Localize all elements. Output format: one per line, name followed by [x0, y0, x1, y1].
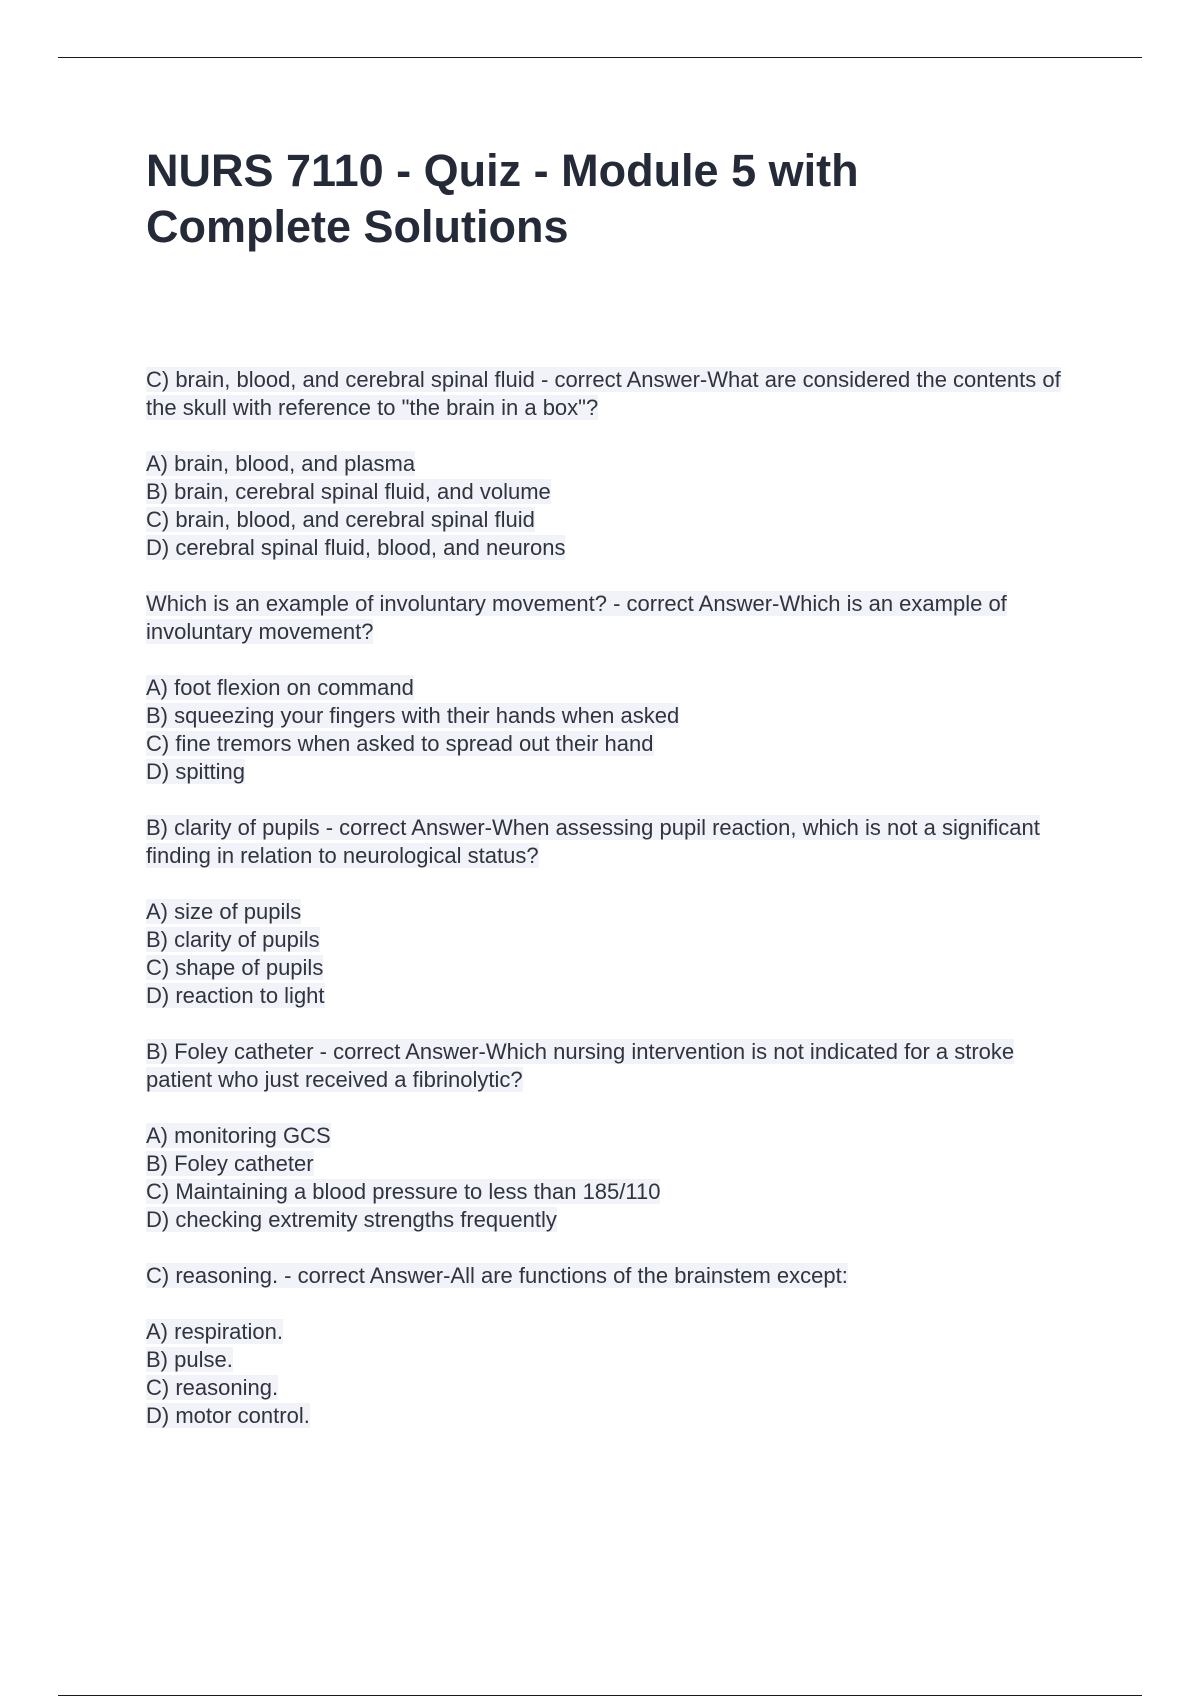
option-c: C) reasoning.	[146, 1375, 279, 1400]
option-d: D) checking extremity strengths frequently	[146, 1207, 557, 1232]
question-header	[146, 814, 1076, 870]
bottom-divider	[58, 1695, 1142, 1696]
question-text: C) brain, blood, and cerebral spinal fluid - correct Answer-What are considered the contents of the skull with reference to "the brain in a box"?	[146, 367, 1061, 420]
option-list	[146, 1318, 1076, 1430]
option-b: B) Foley catheter	[146, 1151, 314, 1176]
option-b: B) squeezing your fingers with their hands when asked	[146, 703, 680, 728]
option-a: A) monitoring GCS	[146, 1123, 331, 1148]
question-block-4	[146, 1038, 1076, 1234]
question-block-1	[146, 366, 1076, 562]
top-divider	[58, 57, 1142, 58]
option-c: C) shape of pupils	[146, 955, 324, 980]
option-c: C) brain, blood, and cerebral spinal fluid	[146, 507, 535, 532]
option-a: A) brain, blood, and plasma	[146, 451, 416, 476]
question-text: C) reasoning. - correct Answer-All are functions of the brainstem except:	[146, 1263, 848, 1288]
option-d: D) cerebral spinal fluid, blood, and neurons	[146, 535, 566, 560]
option-list	[146, 450, 1076, 562]
question-block-5	[146, 1262, 1076, 1430]
option-a: A) size of pupils	[146, 899, 302, 924]
question-block-2	[146, 590, 1076, 786]
option-list	[146, 674, 1076, 786]
question-block-3	[146, 814, 1076, 1010]
option-b: B) clarity of pupils	[146, 927, 320, 952]
option-b: B) brain, cerebral spinal fluid, and volume	[146, 479, 551, 504]
option-d: D) reaction to light	[146, 983, 325, 1008]
option-b: B) pulse.	[146, 1347, 233, 1372]
option-c: C) fine tremors when asked to spread out their hand	[146, 731, 654, 756]
option-d: D) motor control.	[146, 1403, 310, 1428]
option-c: C) Maintaining a blood pressure to less than 185/110	[146, 1179, 661, 1204]
quiz-content	[146, 366, 1076, 1458]
page-title: NURS 7110 - Quiz - Module 5 with Complete Solutions	[146, 145, 859, 252]
option-a: A) foot flexion on command	[146, 675, 414, 700]
question-text: Which is an example of involuntary movement? - correct Answer-Which is an example of involuntary movement?	[146, 591, 1007, 644]
option-list	[146, 898, 1076, 1010]
option-list	[146, 1122, 1076, 1234]
option-d: D) spitting	[146, 759, 246, 784]
question-header	[146, 1262, 1076, 1290]
question-header	[146, 366, 1076, 422]
question-text: B) Foley catheter - correct Answer-Which nursing intervention is not indicated for a stroke patient who just received a fibrinolytic?	[146, 1039, 1015, 1092]
question-header	[146, 1038, 1076, 1094]
question-text: B) clarity of pupils - correct Answer-When assessing pupil reaction, which is not a significant finding in relation to neurological status?	[146, 815, 1040, 868]
question-header	[146, 590, 1076, 646]
option-a: A) respiration.	[146, 1319, 283, 1344]
